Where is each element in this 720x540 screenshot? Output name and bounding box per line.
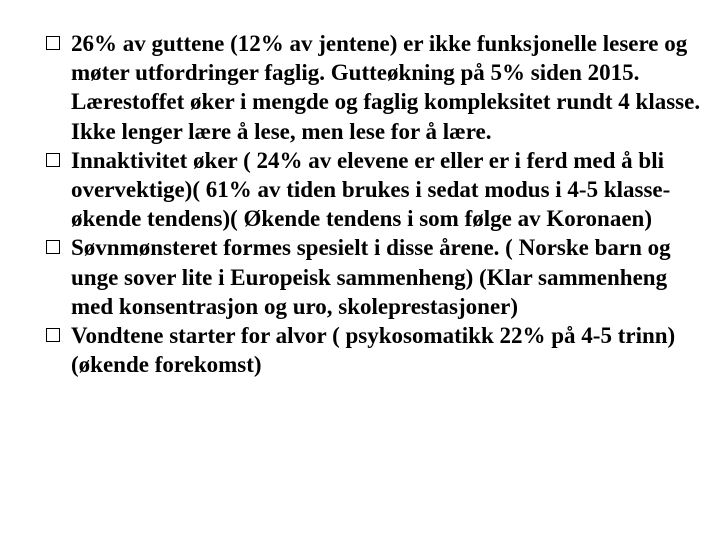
bullet-text: Søvnmønsteret formes spesielt i disse årene. ( Norske barn og unge sover lite i Europeisk sammenheng) (Klar sammenheng med konsentrasjon og uro, skoleprestasjoner) [71,235,671,319]
square-bullet-icon [46,36,60,50]
bullet-text: Innaktivitet øker ( 24% av elevene er eller er i ferd med å bli overvektige)( 61% av tiden brukes i sedat modus i 4-5 klasse-økende tendens)( Økende tendens i som følge av Koronaen) [71,147,671,232]
square-bullet-icon [46,153,60,167]
bullet-item-4 [46,321,706,379]
square-bullet-icon [46,240,60,254]
bullet-item-3 [46,233,706,321]
bullet-text: Vondtene starter for alvor ( psykosomatikk 22% på 4-5 trinn) (økende forekomst) [71,323,676,378]
bullet-text: 26% av guttene (12% av jentene) er ikke funksjonelle lesere og møter utfordringer faglig. Gutteøkning på 5% siden 2015. Lærestoffet øker i mengde og faglig kompleksitet rundt 4 klasse. Ikke lenger lære å lese, men lese for å lære. [71,31,701,144]
bullet-item-1 [46,29,706,146]
square-bullet-icon [46,328,60,342]
bullet-item-2 [46,146,706,234]
bullet-list [46,29,706,379]
